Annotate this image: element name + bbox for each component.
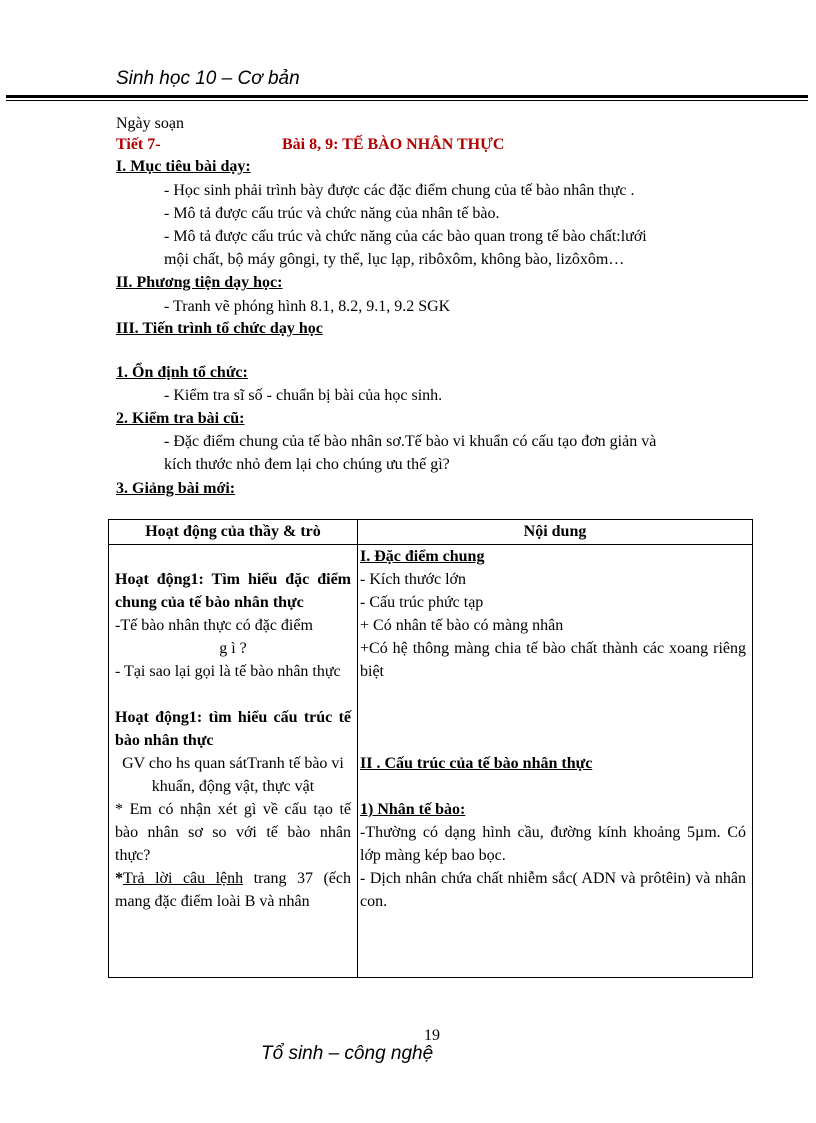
objectives-heading: I. Mục tiêu bài dạy:	[116, 158, 251, 175]
activity1-title: Hoạt động1: Tìm hiểu đặc điểm chung của tế bào nhân thực	[115, 571, 351, 611]
step3-heading: 3. Giảng bài mới:	[116, 480, 236, 497]
step2-text-line2: kích thước nhỏ đem lại cho chúng ưu thế gì?	[164, 456, 450, 473]
step1-heading: 1. Ổn định tổ chức:	[116, 364, 248, 381]
step1-text: - Kiểm tra sĩ số - chuẩn bị bài của học sinh.	[164, 387, 443, 404]
activities-cell	[109, 545, 358, 978]
page-number: 19	[424, 1027, 440, 1044]
activity2-answer: *Trả lời câu lệnh trang 37 (ếch mang đặc điểm loài B và nhân	[115, 870, 352, 910]
content-list-item: -Thường có dạng hình cầu, đường kính khoảng 5µm. Có lớp màng kép bao bọc.	[360, 824, 746, 864]
activity1-question1: -Tế bào nhân thực có đặc điểm	[115, 617, 313, 634]
running-header: Sinh học 10 – Cơ bản	[116, 68, 300, 89]
objective-item: mội chất, bộ máy gôngi, ty thể, lục lạp, ribôxôm, không bào, lizôxôm…	[164, 251, 625, 268]
content-section1-title: I. Đặc điểm chung	[360, 548, 485, 565]
materials-item: - Tranh vẽ phóng hình 8.1, 8.2, 9.1, 9.2 SGK	[164, 298, 451, 315]
activity2-question: * Em có nhận xét gì về cấu tạo tế bào nhân sơ so với tế bào nhân thực?	[115, 801, 351, 864]
header-rule-thick	[6, 95, 808, 98]
procedure-heading: III. Tiến trình tổ chức dạy học	[116, 320, 323, 337]
activity1-question2: - Tại sao lại gọi là tế bào nhân thực	[115, 663, 341, 680]
content-list-item: - Kích thước lớn	[360, 571, 467, 588]
step2-text-line1: - Đặc điểm chung của tế bào nhân sơ.Tế bào vi khuẩn có cấu tạo đơn giản và	[164, 433, 657, 450]
activity2-title: Hoạt động1: tìm hiểu cấu trúc tế bào nhân thực	[115, 709, 351, 749]
content-list-item: + Có nhân tế bào có màng nhân	[360, 617, 564, 634]
lesson-table	[108, 519, 753, 978]
materials-heading: II. Phương tiện dạy học:	[116, 274, 283, 291]
content-subsection1-title: 1) Nhân tế bào:	[360, 801, 466, 818]
objective-item: - Mô tả được cấu trúc và chức năng của các bào quan trong tế bào chất:lưới	[164, 228, 647, 245]
table-header-content: Nội dung	[358, 520, 753, 545]
page-footer: Tổ sinh – công nghệ	[261, 1043, 434, 1064]
content-list-item: +Có hệ thông màng chia tế bào chất thành các xoang riêng biệt	[360, 640, 746, 680]
table-header-row	[109, 520, 753, 545]
objective-item: - Học sinh phải trình bày được các đặc điểm chung của tế bào nhân thực .	[164, 182, 635, 199]
answer-link: Trả lời câu lệnh	[123, 870, 244, 887]
content-cell	[358, 545, 753, 978]
content-list-item: - Cấu trúc phức tạp	[360, 594, 484, 611]
content-section2-title: II . Cấu trúc của tế bào nhân thực	[360, 755, 593, 772]
objective-item: - Mô tả được cấu trúc và chức năng của nhân tế bào.	[164, 205, 500, 222]
table-row	[109, 545, 753, 978]
activity2-teacher-note: GV cho hs quan sátTranh tế bào vi khuẩn, động vật, thực vật	[122, 755, 344, 795]
activity1-question1-cont: g ì ?	[219, 640, 247, 657]
step2-heading: 2. Kiểm tra bài cũ:	[116, 410, 245, 427]
date-label: Ngày soạn	[116, 115, 184, 132]
lesson-title: Bài 8, 9: TẾ BÀO NHÂN THỰC	[282, 136, 505, 153]
content-list-item: - Dịch nhân chứa chất nhiễm sắc( ADN và prôtêin) và nhân con.	[360, 870, 746, 910]
lesson-period: Tiết 7-	[116, 136, 161, 153]
header-rule-thin	[6, 100, 808, 101]
table-header-activities: Hoạt động của thầy & trò	[109, 520, 358, 545]
